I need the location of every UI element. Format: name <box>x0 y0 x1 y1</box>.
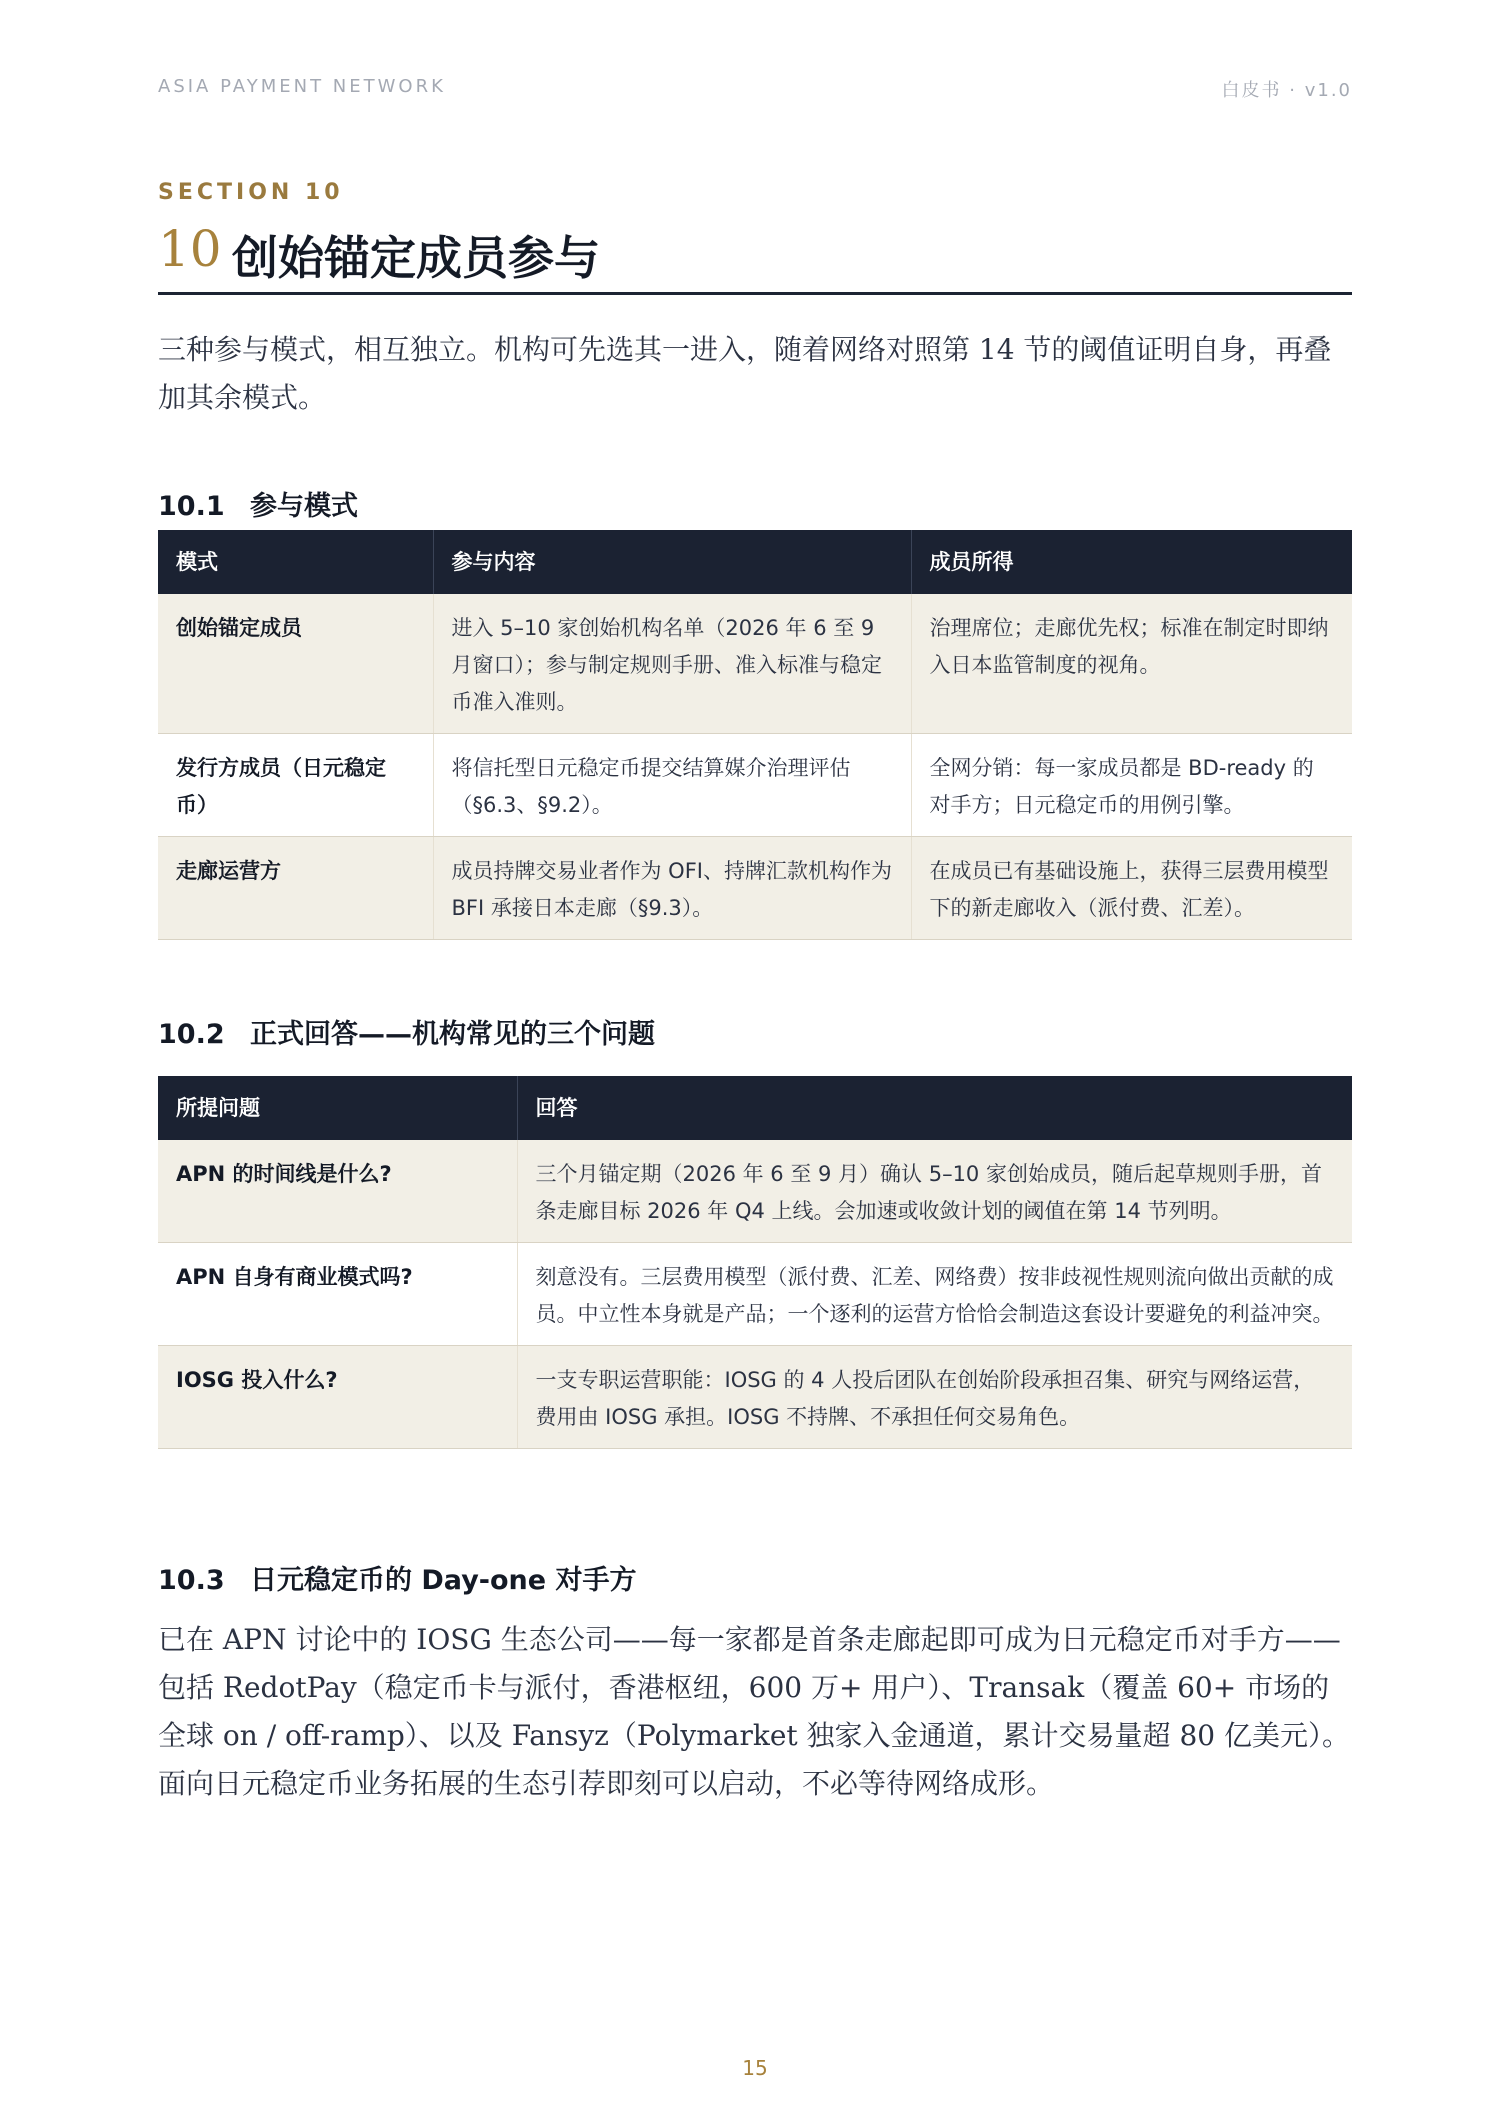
subsection-heading-10-1 <box>158 484 358 523</box>
table-cell: 成员持牌交易业者作为 OFI、持牌汇款机构作为 BFI 承接日本走廊（§9.3）。 <box>433 837 911 940</box>
table-cell-question: APN 自身有商业模式吗? <box>158 1243 517 1346</box>
table-cell-question: APN 的时间线是什么? <box>158 1140 517 1243</box>
table-header-row <box>158 530 1352 594</box>
table-cell-mode: 发行方成员（日元稳定币） <box>158 734 433 837</box>
subsection-heading-10-3 <box>158 1558 637 1597</box>
subsection-heading-10-2 <box>158 1012 655 1051</box>
table-cell-answer: 一支专职运营职能：IOSG 的 4 人投后团队在创始阶段承担召集、研究与网络运营，费用由 IOSG 承担。IOSG 不持牌、不承担任何交易角色。 <box>517 1346 1352 1449</box>
faq-table <box>158 1076 1352 1449</box>
table-cell-mode: 走廊运营方 <box>158 837 433 940</box>
table-row <box>158 837 1352 940</box>
subsection-title: 参与模式 <box>250 491 358 522</box>
table-cell-answer: 三个月锚定期（2026 年 6 至 9 月）确认 5–10 家创始成员，随后起草规则手册，首条走廊目标 2026 年 Q4 上线。会加速或收敛计划的阈值在第 14 节列明。 <box>517 1140 1352 1243</box>
running-header-doc-version: 白皮书 · v1.0 <box>1221 80 1352 101</box>
subsection-title: 正式回答——机构常见的三个问题 <box>250 1019 655 1050</box>
table-cell: 将信托型日元稳定币提交结算媒介治理评估（§6.3、§9.2）。 <box>433 734 911 837</box>
running-header <box>158 76 1352 100</box>
section-kicker: SECTION 10 <box>158 180 344 205</box>
section-title-text: 创始锚定成员参与 <box>232 231 600 285</box>
table-row <box>158 1140 1352 1243</box>
subsection-number: 10.1 <box>158 491 225 522</box>
column-header: 模式 <box>158 530 433 594</box>
column-header: 回答 <box>517 1076 1352 1140</box>
table-cell: 在成员已有基础设施上，获得三层费用模型下的新走廊收入（派付费、汇差）。 <box>911 837 1352 940</box>
counterparty-paragraph: 已在 APN 讨论中的 IOSG 生态公司——每一家都是首条走廊起即可成为日元稳定币对手方——包括 RedotPay（稳定币卡与派付，香港枢纽，600 万+ 用户）、Transak（覆盖 60+ 市场的全球 on / off-ramp）、以及 Fansyz（Polymarket 独家入金通道，累计交易量超 80 亿美元）。面向日元稳定币业务拓展的生态引荐即刻可以启动，不必等待网络成形。 <box>158 1623 1350 1800</box>
section-title <box>158 218 1352 295</box>
subsection-title: 日元稳定币的 Day-one 对手方 <box>250 1565 637 1596</box>
running-header-publisher: ASIA PAYMENT NETWORK <box>158 76 446 97</box>
table-row <box>158 1243 1352 1346</box>
column-header: 所提问题 <box>158 1076 517 1140</box>
table-row <box>158 1346 1352 1449</box>
subsection-number: 10.3 <box>158 1565 225 1596</box>
table-cell: 进入 5–10 家创始机构名单（2026 年 6 至 9 月窗口）；参与制定规则手册、准入标准与稳定币准入准则。 <box>433 594 911 734</box>
participation-modes-table <box>158 530 1352 940</box>
column-header: 参与内容 <box>433 530 911 594</box>
table-cell-answer: 刻意没有。三层费用模型（派付费、汇差、网络费）按非歧视性规则流向做出贡献的成员。中立性本身就是产品；一个逐利的运营方恰恰会制造这套设计要避免的利益冲突。 <box>517 1243 1352 1346</box>
table-row <box>158 734 1352 837</box>
table-cell: 治理席位；走廊优先权；标准在制定时即纳入日本监管制度的视角。 <box>911 594 1352 734</box>
page-number: 15 <box>742 2056 768 2080</box>
section-number: 10 <box>158 220 222 278</box>
table-cell-mode: 创始锚定成员 <box>158 594 433 734</box>
subsection-number: 10.2 <box>158 1019 225 1050</box>
table-cell: 全网分销：每一家成员都是 BD-ready 的对手方；日元稳定币的用例引擎。 <box>911 734 1352 837</box>
table-header-row <box>158 1076 1352 1140</box>
section-lead-paragraph: 三种参与模式，相互独立。机构可先选其一进入，随着网络对照第 14 节的阈值证明自身，再叠加其余模式。 <box>158 333 1332 414</box>
column-header: 成员所得 <box>911 530 1352 594</box>
table-row <box>158 594 1352 734</box>
table-cell-question: IOSG 投入什么? <box>158 1346 517 1449</box>
